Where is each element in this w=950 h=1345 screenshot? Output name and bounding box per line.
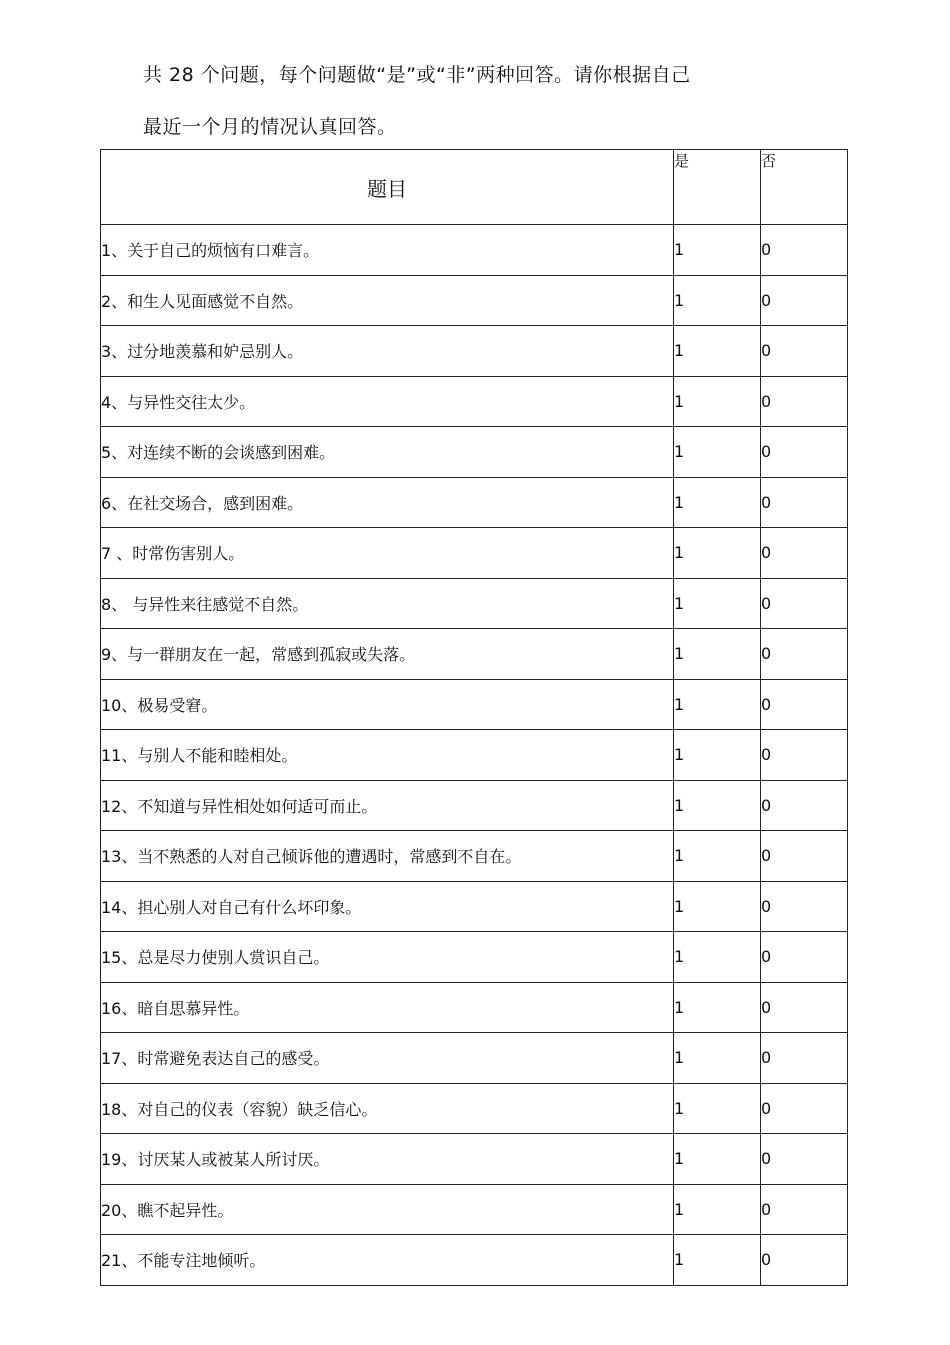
question-cell: 3、过分地羡慕和妒忌别人。	[101, 326, 674, 377]
yes-score-cell: 1	[674, 982, 761, 1033]
yes-score-cell: 1	[674, 730, 761, 781]
yes-score-cell: 1	[674, 427, 761, 478]
no-score-cell: 0	[761, 376, 848, 427]
table-body	[101, 225, 848, 1286]
no-score-cell: 0	[761, 477, 848, 528]
yes-score-cell: 1	[674, 629, 761, 680]
yes-score-cell: 1	[674, 275, 761, 326]
no-score-cell: 0	[761, 225, 848, 276]
yes-score-cell: 1	[674, 780, 761, 831]
no-score-cell: 0	[761, 326, 848, 377]
yes-score-cell: 1	[674, 376, 761, 427]
no-score-cell: 0	[761, 881, 848, 932]
yes-score-cell: 1	[674, 1184, 761, 1235]
no-score-cell: 0	[761, 1184, 848, 1235]
yes-score-cell: 1	[674, 881, 761, 932]
no-score-cell: 0	[761, 932, 848, 983]
table-row	[101, 376, 848, 427]
no-score-cell: 0	[761, 1033, 848, 1084]
yes-score-cell: 1	[674, 831, 761, 882]
question-cell: 2、和生人见面感觉不自然。	[101, 275, 674, 326]
question-cell: 20、瞧不起异性。	[101, 1184, 674, 1235]
question-cell: 18、对自己的仪表（容貌）缺乏信心。	[101, 1083, 674, 1134]
header-yes: 是	[674, 150, 761, 225]
question-cell: 21、不能专注地倾听。	[101, 1235, 674, 1286]
table-row	[101, 932, 848, 983]
table-row	[101, 1235, 848, 1286]
no-score-cell: 0	[761, 982, 848, 1033]
yes-score-cell: 1	[674, 477, 761, 528]
table-row	[101, 1083, 848, 1134]
table-row	[101, 730, 848, 781]
table-row	[101, 881, 848, 932]
yes-score-cell: 1	[674, 225, 761, 276]
question-cell: 17、时常避免表达自己的感受。	[101, 1033, 674, 1084]
question-cell: 15、总是尽力使别人赏识自己。	[101, 932, 674, 983]
no-score-cell: 0	[761, 831, 848, 882]
yes-score-cell: 1	[674, 326, 761, 377]
table-row	[101, 427, 848, 478]
no-score-cell: 0	[761, 578, 848, 629]
table-header-row	[101, 150, 848, 225]
intro-line-2: 最近一个月的情况认真回答。	[143, 116, 397, 138]
no-score-cell: 0	[761, 275, 848, 326]
question-cell: 13、当不熟悉的人对自己倾诉他的遭遇时，常感到不自在。	[101, 831, 674, 882]
yes-score-cell: 1	[674, 528, 761, 579]
no-score-cell: 0	[761, 730, 848, 781]
yes-score-cell: 1	[674, 1134, 761, 1185]
intro-line-1: 共 28 个问题，每个问题做“是”或“非”两种回答。请你根据自己	[143, 64, 691, 86]
no-score-cell: 0	[761, 1134, 848, 1185]
table-row	[101, 831, 848, 882]
no-score-cell: 0	[761, 1083, 848, 1134]
yes-score-cell: 1	[674, 679, 761, 730]
no-score-cell: 0	[761, 427, 848, 478]
table-row	[101, 1033, 848, 1084]
question-cell: 16、暗自思慕异性。	[101, 982, 674, 1033]
question-cell: 14、担心别人对自己有什么坏印象。	[101, 881, 674, 932]
question-cell: 1、关于自己的烦恼有口难言。	[101, 225, 674, 276]
question-cell: 4、与异性交往太少。	[101, 376, 674, 427]
header-question: 题目	[101, 150, 674, 225]
table-row	[101, 1184, 848, 1235]
table-row	[101, 1134, 848, 1185]
table-row	[101, 528, 848, 579]
question-cell: 10、极易受窘。	[101, 679, 674, 730]
table-row	[101, 225, 848, 276]
question-cell: 8、 与异性来往感觉不自然。	[101, 578, 674, 629]
no-score-cell: 0	[761, 679, 848, 730]
table-row	[101, 275, 848, 326]
no-score-cell: 0	[761, 780, 848, 831]
question-cell: 7 、时常伤害别人。	[101, 528, 674, 579]
yes-score-cell: 1	[674, 1033, 761, 1084]
no-score-cell: 0	[761, 528, 848, 579]
question-cell: 9、与一群朋友在一起，常感到孤寂或失落。	[101, 629, 674, 680]
yes-score-cell: 1	[674, 1083, 761, 1134]
table-row	[101, 982, 848, 1033]
no-score-cell: 0	[761, 629, 848, 680]
no-score-cell: 0	[761, 1235, 848, 1286]
survey-table	[100, 149, 848, 1286]
table-row	[101, 679, 848, 730]
header-no: 否	[761, 150, 848, 225]
table-row	[101, 477, 848, 528]
yes-score-cell: 1	[674, 1235, 761, 1286]
table-row	[101, 326, 848, 377]
yes-score-cell: 1	[674, 932, 761, 983]
table-row	[101, 629, 848, 680]
table-row	[101, 578, 848, 629]
question-cell: 6、在社交场合，感到困难。	[101, 477, 674, 528]
question-cell: 11、与别人不能和睦相处。	[101, 730, 674, 781]
question-cell: 12、不知道与异性相处如何适可而止。	[101, 780, 674, 831]
question-cell: 19、讨厌某人或被某人所讨厌。	[101, 1134, 674, 1185]
table-row	[101, 780, 848, 831]
yes-score-cell: 1	[674, 578, 761, 629]
question-cell: 5、对连续不断的会谈感到困难。	[101, 427, 674, 478]
